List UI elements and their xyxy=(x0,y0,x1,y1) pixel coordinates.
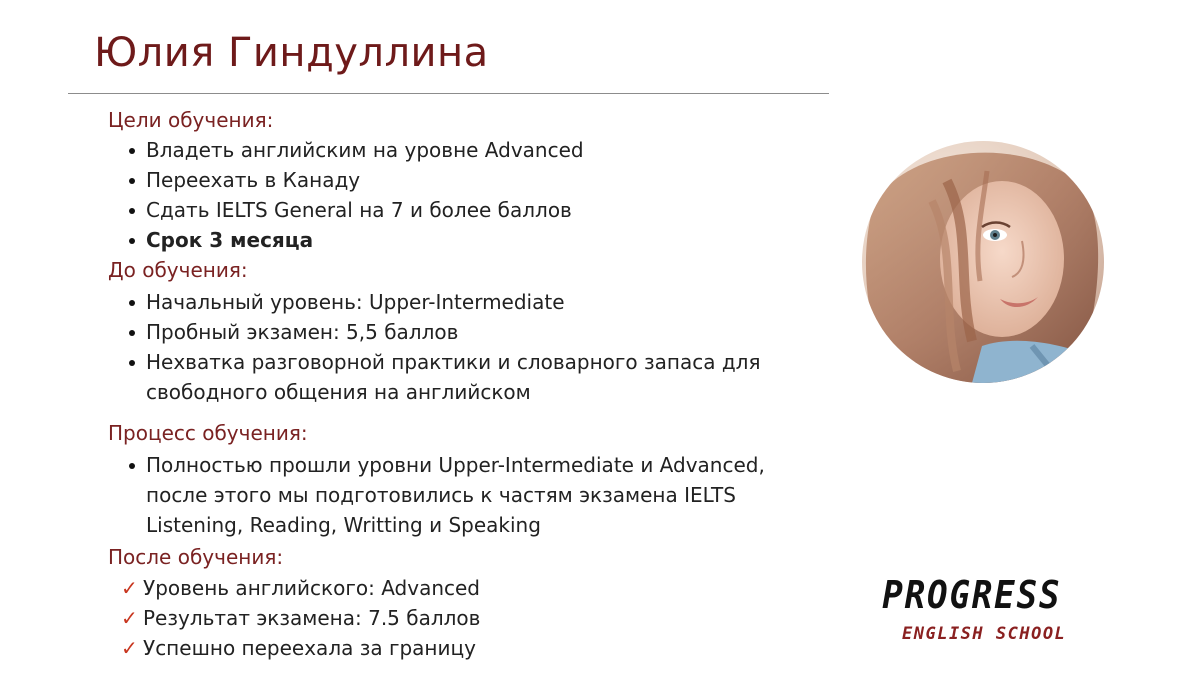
after-heading: После обучения: xyxy=(108,545,284,569)
check-item xyxy=(121,603,480,633)
student-name: Юлия Гиндуллина xyxy=(94,30,489,76)
list-item: Владеть английским на уровне Advanced xyxy=(146,135,584,165)
check-item xyxy=(121,633,480,663)
list-item: Сдать IELTS General на 7 и более баллов xyxy=(146,195,584,225)
logo-wordmark: PROGRESS xyxy=(882,573,1062,617)
checkmark-icon: ✓ xyxy=(121,606,138,630)
before-heading: До обучения: xyxy=(108,258,248,282)
check-item xyxy=(121,573,480,603)
list-item-line: Listening, Reading, Writting и Speaking xyxy=(146,513,541,537)
logo-tagline: ENGLISH SCHOOL xyxy=(902,624,1067,644)
check-item-label: Успешно переехала за границу xyxy=(143,636,476,660)
list-item-line: свободного общения на английском xyxy=(146,380,531,404)
after-list xyxy=(121,573,480,663)
checkmark-icon: ✓ xyxy=(121,636,138,660)
goals-heading: Цели обучения: xyxy=(108,108,274,132)
goals-list xyxy=(146,135,584,255)
divider xyxy=(68,93,829,94)
list-item xyxy=(146,450,765,540)
list-item xyxy=(146,347,760,407)
student-photo xyxy=(862,141,1104,383)
portrait-image xyxy=(862,141,1104,383)
list-item: Переехать в Канаду xyxy=(146,165,584,195)
process-heading: Процесс обучения: xyxy=(108,421,308,445)
school-logo xyxy=(862,575,1106,650)
list-item-line: Полностью прошли уровни Upper-Intermediate и Advanced, xyxy=(146,453,765,477)
check-item-label: Уровень английского: Advanced xyxy=(143,576,480,600)
list-item-line: после этого мы подготовились к частям экзамена IELTS xyxy=(146,483,736,507)
list-item: Пробный экзамен: 5,5 баллов xyxy=(146,317,760,347)
before-list xyxy=(146,287,760,407)
checkmark-icon: ✓ xyxy=(121,576,138,600)
list-item: Срок 3 месяца xyxy=(146,225,584,255)
check-item-label: Результат экзамена: 7.5 баллов xyxy=(143,606,481,630)
list-item: Начальный уровень: Upper-Intermediate xyxy=(146,287,760,317)
process-list xyxy=(146,450,765,540)
list-item-line: Нехватка разговорной практики и словарного запаса для xyxy=(146,350,761,374)
